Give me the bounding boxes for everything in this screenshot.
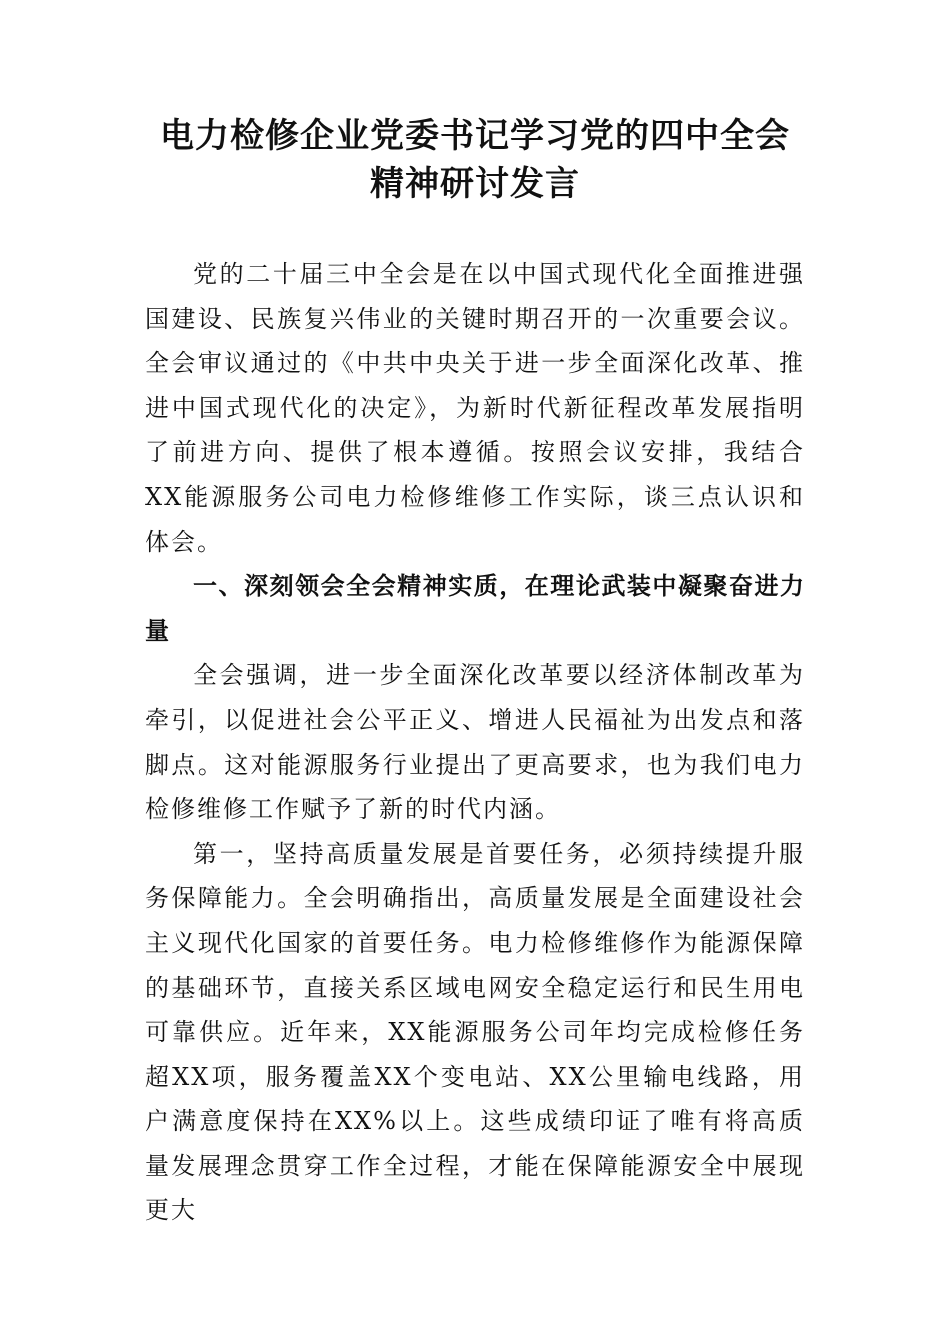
document-title [120,112,830,208]
body-paragraph-2: 全会强调，进一步全面深化改革要以经济体制改革为牵引，以促进社会公平正义、增进人民福祉为出发点和落脚点。这对能源服务行业提出了更高要求，也为我们电力检修维修工作赋予了新的时代内涵。 [145,661,805,824]
title-line-2: 精神研讨发言 [370,164,580,204]
title-line-1: 电力检修企业党委书记学习党的四中全会 [160,116,790,156]
document-body [145,252,805,1233]
intro-paragraph: 党的二十届三中全会是在以中国式现代化全面推进强国建设、民族复兴伟业的关键时期召开的一次重要会议。全会审议通过的《中共中央关于进一步全面深化改革、推进中国式现代化的决定》，为新时代新征程改革发展指明了前进方向、提供了根本遵循。按照会议安排，我结合XX能源服务公司电力检修维修工作实际，谈三点认识和体会。 [145,260,805,556]
section-heading-1: 一、深刻领会全会精神实质，在理论武装中凝聚奋进力量 [145,572,805,645]
body-paragraph-3: 第一，坚持高质量发展是首要任务，必须持续提升服务保障能力。全会明确指出，高质量发展是全面建设社会主义现代化国家的首要任务。电力检修维修作为能源保障的基础环节，直接关系区域电网安全稳定运行和民生用电可靠供应。近年来，XX能源服务公司年均完成检修任务超XX项，服务覆盖XX个变电站、XX公里输电线路，用户满意度保持在XX%以上。这些成绩印证了唯有将高质量发展理念贯穿工作全过程，才能在保障能源安全中展现更大 [145,839,805,1225]
